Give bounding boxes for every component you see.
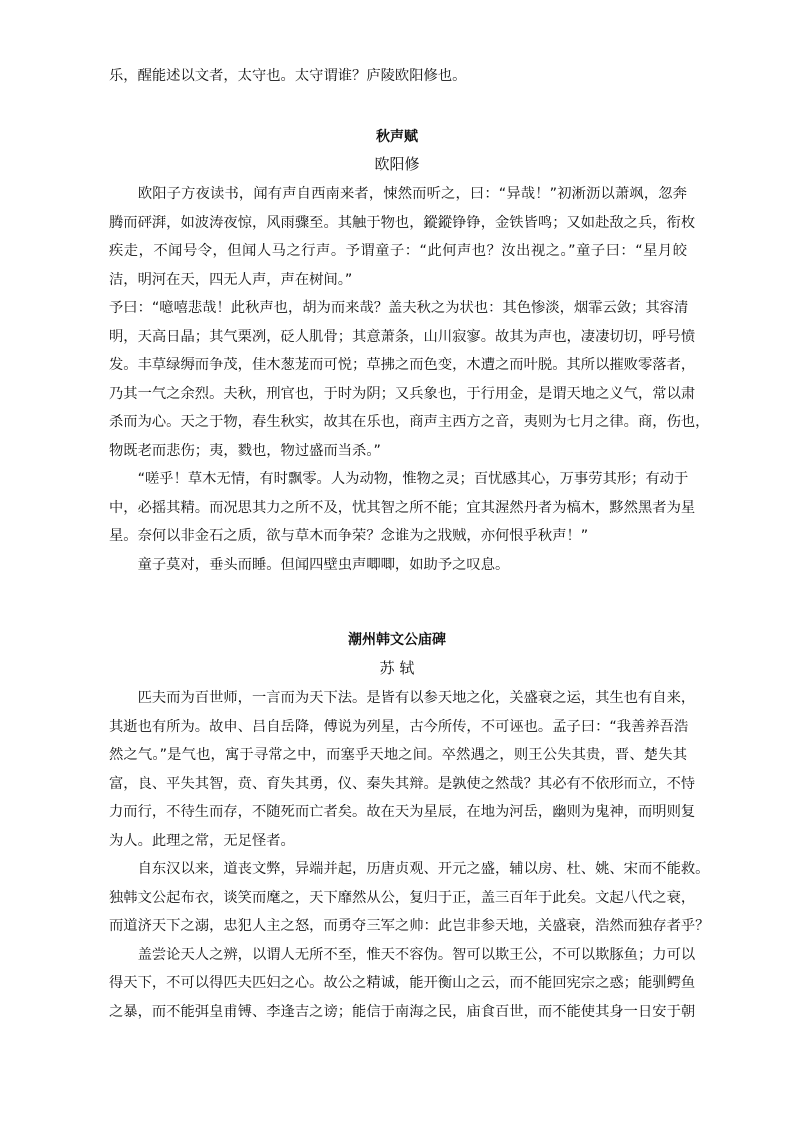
text-line: 星。奈何以非金石之质，欲与草木而争荣？念谁为之戕贼，亦何恨乎秋声！” [109,528,589,544]
text-line: 力而行，不待生而存，不随死而亡者矣。故在天为星辰，在地为河岳，幽则为鬼神，而明则复 [109,804,696,820]
text-line: 发。丰草绿缛而争茂，佳木葱茏而可悦；草拂之而色变，木遭之而叶脱。其所以摧败零落者， [109,357,696,373]
text-line: 予曰：“噫嘻悲哉！此秋声也，胡为而来哉？盖夫秋之为状也：其色惨淡，烟霏云敛；其容清 [109,300,689,316]
essay-author: 苏 轼 [379,659,415,677]
text-line: 腾而砰湃，如波涛夜惊，风雨骤至。其触于物也，鏦鏦铮铮，金铁皆鸣；又如赴敌之兵，衔枚 [109,214,696,231]
text-line: 而道济天下之溺，忠犯人主之怒，而勇夺三军之帅：此岂非参天地，关盛衰，浩然而独存者乎？ [109,918,710,934]
text-line: 独韩文公起布衣，谈笑而麾之，天下靡然从公，复归于正，盖三百年于此矣。文起八代之衰， [109,889,696,906]
text-line: 明，天高日晶；其气栗冽，砭人肌骨；其意萧条，山川寂寥。故其为声也，凄凄切切，呼号愤 [109,328,696,345]
text-line: 乐，醒能述以文者，太守也。太守谓谁？庐陵欧阳修也。 [109,68,467,84]
text-line: 洁，明河在天，四无人声，声在树间。” [109,271,353,288]
essay-title: 秋声赋 [376,129,418,145]
text-line: 乃其一气之余烈。夫秋，刑官也，于时为阴；又兵象也，于行用金，是谓天地之义气，常以肃 [109,385,696,402]
text-line: 欧阳子方夜读书，闻有声自西南来者，悚然而听之，曰：“异哉！”初淅沥以萧飒，忽奔 [109,186,687,202]
text-line: 为人。此理之常，无足怪者。 [109,832,295,849]
essay-author: 欧阳修 [374,155,420,173]
text-line: 物既老而悲伤；夷，戮也，物过盛而当杀。” [109,442,381,459]
text-line: 富，良、平失其智，贲、育失其勇，仪、秦失其辩。是孰使之然哉？其必有不依形而立，不恃 [109,775,696,792]
text-line: 疾走，不闻号令，但闻人马之行声。予谓童子：“此何声也？汝出视之。”童子曰：“星月皎 [109,243,687,259]
text-line: 其逝也有所为。故申、吕自岳降，傅说为列星，古今所传，不可诬也。孟子曰：“我善养吾浩 [109,718,689,735]
text-line: 之暴，而不能弭皇甫镈、李逢吉之谤；能信于南海之民，庙食百世，而不能使其身一日安于朝 [109,1003,696,1020]
text-line: 自东汉以来，道丧文弊，异端并起，历唐贞观、开元之盛，辅以房、杜、姚、宋而不能救。 [109,861,710,877]
text-line: 匹夫而为百世师，一言而为天下法。是皆有以参天地之化，关盛衰之运，其生也有自来， [109,690,696,706]
text-line: 盖尝论天人之辨，以谓人无所不至，惟天不容伪。智可以欺王公，不可以欺豚鱼；力可以 [109,946,696,963]
text-line: 杀而为心。天之于物，春生秋实，故其在乐也，商声主西方之音，夷则为七月之律。商，伤也， [109,414,710,430]
text-line: 中，必摇其精。而况思其力之所不及，忧其智之所不能；宜其渥然丹者为槁木，黟然黑者为星 [109,499,696,516]
essay-title: 潮州韩文公庙碑 [348,632,446,648]
text-line: “嗟乎！草木无情，有时飘零。人为动物，惟物之灵；百忧感其心，万事劳其形；有动于 [109,471,689,487]
text-line: 童子莫对，垂头而睡。但闻四壁虫声唧唧，如助予之叹息。 [109,556,510,573]
text-line: 然之气。”是气也，寓于寻常之中，而塞乎天地之间。卒然遇之，则王公失其贵，晋、楚失其 [109,747,687,763]
text-line: 得天下，不可以得匹夫匹妇之心。故公之精诚，能开衡山之云，而不能回宪宗之惑；能驯鳄鱼 [109,975,696,991]
